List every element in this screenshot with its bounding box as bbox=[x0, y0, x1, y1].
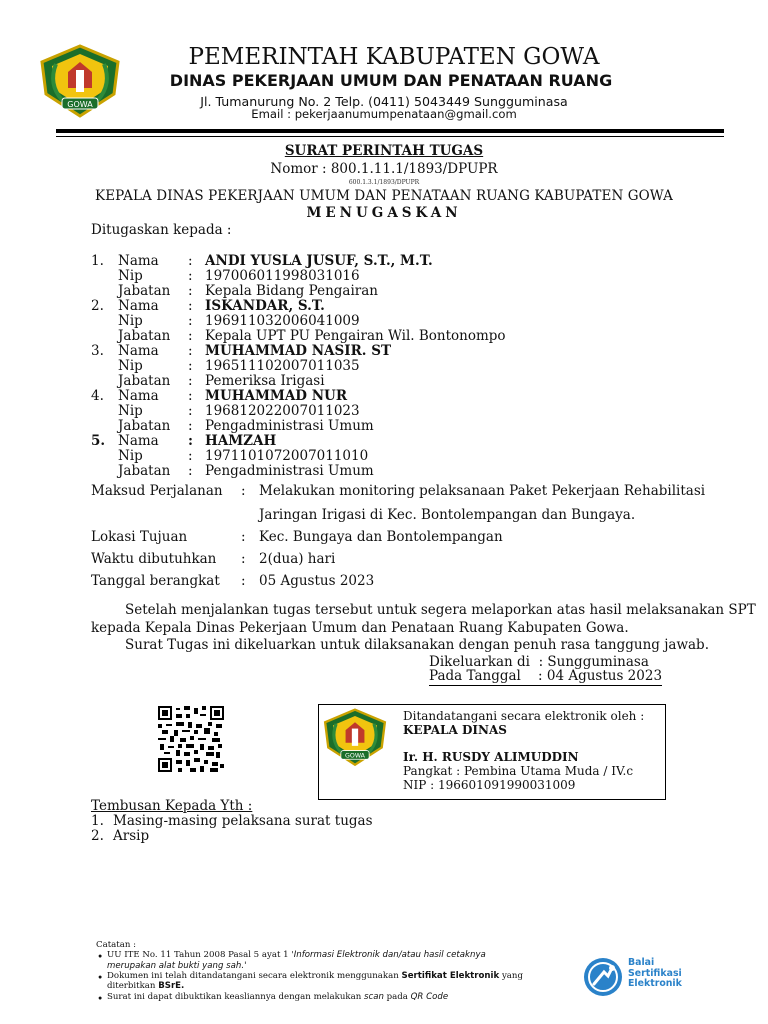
gowa-logo-small bbox=[322, 708, 388, 768]
bullet-2: ● bbox=[98, 973, 103, 981]
footer-note-1: UU ITE No. 11 Tahun 2008 Pasal 5 ayat 1 'Informasi Elektronik dan/atau hasil cetaknya bbox=[107, 950, 486, 960]
tembusan-item-2: 2. Arsip bbox=[91, 828, 150, 844]
menugaskan-heading: MENUGASKAN bbox=[306, 205, 462, 221]
issuer-line: KEPALA DINAS PEKERJAAN UMUM DAN PENATAAN RUANG KABUPATEN GOWA bbox=[95, 188, 673, 204]
bsre-logo-icon bbox=[582, 956, 624, 998]
bsre-logo-text: Balai Sertifikasi Elektronik bbox=[628, 957, 682, 989]
footer-note-3: Surat ini dapat dibuktikan keasliannya dengan melakukan scan pada QR Code bbox=[107, 992, 449, 1002]
closing-para2: Surat Tugas ini dikeluarkan untuk dilaksanakan dengan penuh rasa tanggung jawab. bbox=[125, 637, 709, 653]
qr-code[interactable] bbox=[158, 706, 224, 772]
document-number: Nomor : 800.1.11.1/1893/DPUPR bbox=[270, 161, 498, 177]
letterhead-rule-thin bbox=[56, 136, 724, 137]
footer-note-2-cont: diterbitkan BSrE. bbox=[107, 981, 185, 991]
footer-catatan: Catatan : bbox=[96, 940, 137, 950]
signer-position: KEPALA DINAS bbox=[403, 723, 507, 737]
closing-para1-line2: kepada Kepala Dinas Pekerjaan Umum dan Penataan Ruang Kabupaten Gowa. bbox=[91, 620, 629, 636]
bullet-3: ● bbox=[98, 994, 103, 1002]
dikeluarkan-di: Dikeluarkan di : Sungguminasa bbox=[429, 654, 649, 670]
signer-name: Ir. H. RUSDY ALIMUDDIN bbox=[403, 750, 579, 764]
footer-note-1-cont: merupakan alat bukti yang sah.' bbox=[107, 961, 247, 971]
pada-tanggal: Pada Tanggal : 04 Agustus 2023 bbox=[429, 668, 663, 684]
document-number-small: 600.1.3.1/1893/DPUPR bbox=[348, 179, 420, 186]
letterhead-email: Email : pekerjaanumumpenataan@gmail.com bbox=[251, 107, 517, 121]
tembusan-title: Tembusan Kepada Yth : bbox=[91, 798, 253, 814]
tembusan-item-1: 1. Masing-masing pelaksana surat tugas bbox=[91, 813, 373, 829]
svg-text:GOWA: GOWA bbox=[345, 752, 365, 760]
bullet-1: ● bbox=[98, 952, 103, 960]
letterhead-agency: DINAS PEKERJAAN UMUM DAN PENATAAN RUANG bbox=[169, 71, 613, 90]
letterhead-rule-thick bbox=[56, 129, 724, 133]
signer-nip: NIP : 196601091990031009 bbox=[403, 778, 576, 792]
ditugaskan-label: Ditugaskan kepada : bbox=[91, 222, 232, 238]
svg-text:GOWA: GOWA bbox=[67, 100, 93, 109]
signed-by-label: Ditandatangani secara elektronik oleh : bbox=[403, 709, 645, 723]
footer-note-2: Dokumen ini telah ditandatangani secara elektronik menggunakan Sertifikat Elektronik yang bbox=[107, 971, 523, 981]
letterhead-address: Jl. Tumanurung No. 2 Telp. (0411) 5043449 Sungguminasa bbox=[200, 94, 568, 109]
signer-rank: Pangkat : Pembina Utama Muda / IV.c bbox=[403, 764, 634, 778]
document-title: SURAT PERINTAH TUGAS bbox=[284, 143, 484, 159]
closing-para1-line1: Setelah menjalankan tugas tersebut untuk segera melaporkan atas hasil melaksanakan SPT bbox=[125, 602, 756, 618]
letterhead-government: PEMERINTAH KABUPATEN GOWA bbox=[188, 44, 600, 70]
